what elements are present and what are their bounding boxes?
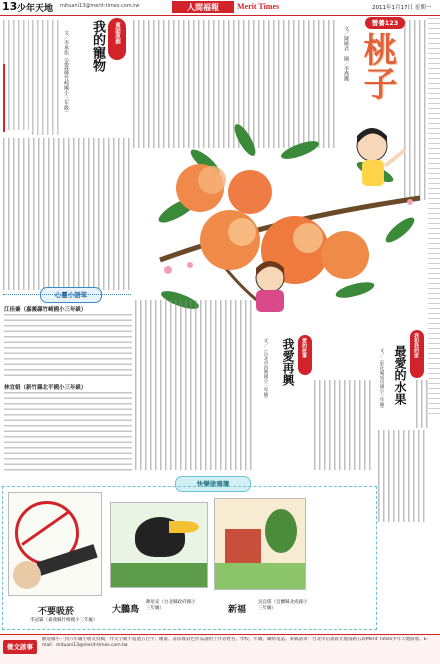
mini-column-heading-label: 心靈小語笨: [54, 291, 88, 299]
footer-label-text: 徵文啟事: [7, 643, 33, 651]
center-story-badge: [298, 335, 312, 375]
mini-column-entry-2-body: [4, 392, 132, 472]
feature-badge-label: 營養123: [371, 19, 399, 27]
gallery-item-3-title: 新福: [228, 605, 247, 615]
artwork-3-ground: [215, 563, 305, 589]
mini-column-entry-2-name: 林宜娟（新竹縣北平國小三年級）: [4, 385, 87, 391]
left-story-byline: 文／李承佑（嘉義縣竹崎國小三年級）: [63, 30, 69, 115]
center-story-text-left: [135, 300, 255, 470]
artwork-1-face: [13, 561, 41, 589]
center-story-text-right: [314, 380, 374, 470]
footer-text: 歡迎國小一到六年級小朋友投稿，作文字數不超過五百字；繪畫、書法或彩色作品請附上作者姓名、學校、年級、聯絡電話。來稿請寄：台北市信義區光復南路五段Merit Times少年天地版收。E-mail：mituani13@merit-times.com.tw: [42, 637, 429, 648]
leaf: [231, 121, 259, 158]
gallery-item-1-artist: 李冠霖（嘉義縣竹崎國小三年級）: [30, 618, 98, 623]
leaf: [334, 279, 376, 301]
section-email: mituani13@merit-times.com.tw: [60, 3, 140, 9]
center-story-title: 我愛再興: [281, 338, 295, 386]
artwork-2-ground: [111, 563, 207, 587]
peach: [228, 170, 272, 214]
leaf: [279, 138, 321, 163]
left-story-badge-label: 童話原創: [114, 22, 120, 44]
newspaper-logo: 人間福報: [172, 1, 234, 13]
newspaper-english-name: Merit Times: [237, 2, 280, 11]
feature-badge: [365, 17, 405, 29]
right-story-byline: 文／（彰化縣成功國小三年級）: [379, 348, 384, 411]
artwork-3-tree: [265, 509, 297, 553]
footer-label: [3, 640, 37, 654]
mini-column-entry-1-body: [4, 314, 132, 380]
leaf: [382, 214, 417, 246]
mini-column-rule: [3, 294, 131, 295]
peach: [198, 166, 226, 194]
left-story-badge: [108, 18, 126, 60]
page-number: 13: [2, 0, 18, 13]
right-story-badge-label: 我和我的家: [413, 333, 419, 358]
gallery-item-1-title: 不要吸菸: [38, 607, 75, 617]
gallery-item-2-artist: 陳星安（台北縣政府國小三年級）: [146, 600, 196, 611]
left-story-highlight-bar: [3, 64, 17, 132]
child-figure-left: [256, 261, 284, 312]
mini-column-heading: [40, 287, 102, 303]
peach: [228, 218, 256, 246]
artwork-3-house: [225, 529, 261, 563]
feature-byline: 文／陳曉君 圖／李喬鷹: [343, 26, 349, 81]
issue-date: 2011年1月17日 星期一: [372, 5, 432, 11]
center-story-byline: 文／（台北市再興國小三年級）: [263, 338, 268, 401]
right-story-body-upper: [416, 380, 428, 428]
child-figure-right: [357, 128, 405, 186]
mini-column-entry-1-name: 江佳蓁（嘉義縣竹崎國小三年級）: [4, 307, 87, 313]
left-story-title: 我的寵物: [90, 20, 105, 72]
gallery-item-3-artist: 吳宜儒（宜蘭縣北成國小三年級）: [258, 600, 308, 611]
gallery-artwork-3: [214, 498, 306, 590]
gallery-artwork-2: [110, 502, 208, 588]
center-story-badge-label: 愛的故事: [301, 338, 307, 358]
gallery-item-2-title: 大鵬鳥: [112, 605, 140, 615]
artwork-2-beak: [169, 521, 199, 533]
peach: [321, 231, 369, 279]
right-story-body: [378, 430, 428, 522]
child-body: [256, 290, 284, 312]
left-story-body: [3, 138, 131, 290]
left-story-text-col-2: [32, 20, 62, 135]
right-story-title: 最愛的水果: [393, 345, 407, 405]
peach: [293, 223, 323, 253]
feature-title: 桃子: [357, 32, 397, 100]
child-body: [362, 160, 384, 186]
gallery-heading-label: 快樂塗鴉簿: [196, 480, 230, 488]
right-story-badge: [410, 330, 424, 378]
gallery-artwork-1: [8, 492, 102, 596]
section-title: 少年天地: [17, 4, 54, 14]
peach-tree-illustration: [150, 110, 430, 330]
